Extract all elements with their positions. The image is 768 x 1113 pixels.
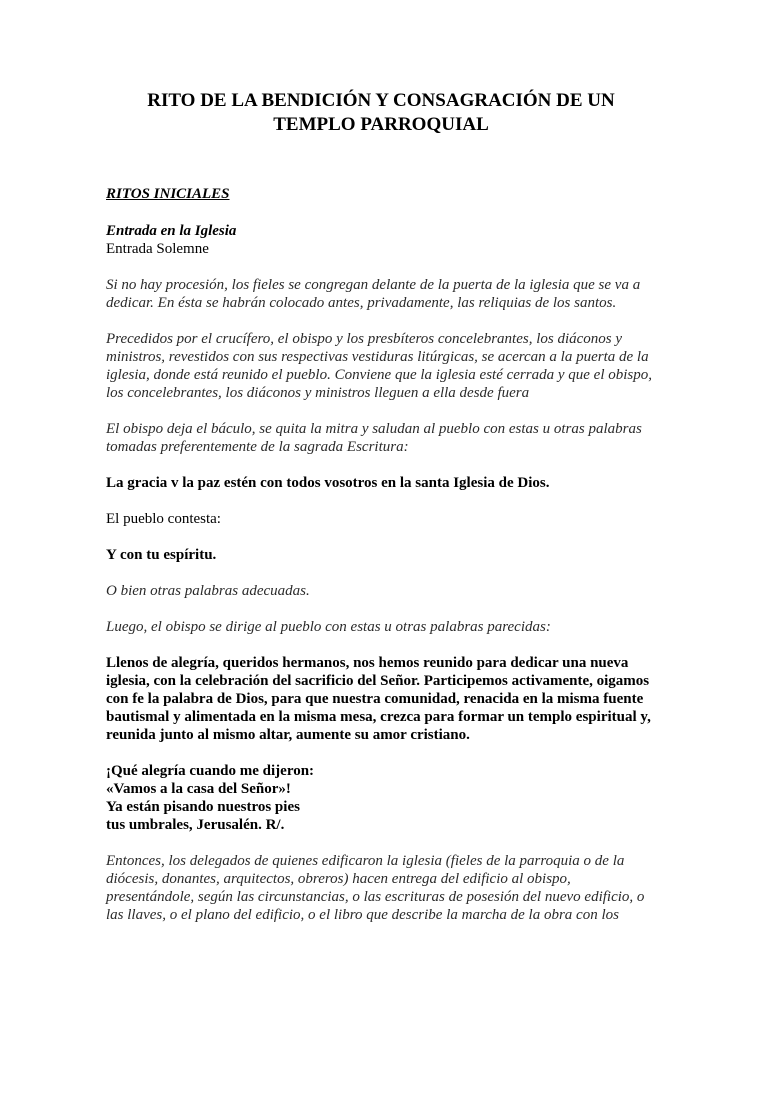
bishop-address-intro: Luego, el obispo se dirige al pueblo con estas u otras palabras parecidas: xyxy=(106,619,551,635)
text-line: ministros, revestidos con sus respectivas vestiduras litúrgicas, se acercan a la puerta de la xyxy=(106,349,649,365)
entrance-heading-block xyxy=(106,222,656,258)
text-line: «Vamos a la casa del Señor»! xyxy=(106,781,291,797)
psalm-verse xyxy=(106,762,656,834)
people-answer: Y con tu espíritu. xyxy=(106,547,217,563)
rubric-paragraph-last xyxy=(106,852,656,924)
title-line: RITO DE LA BENDICIÓN Y CONSAGRACIÓN DE UN xyxy=(147,90,615,111)
text-line: tomadas preferentemente de la sagrada Escritura: xyxy=(106,439,409,455)
text-line: bautismal y alimentada en la misma mesa, crezca para formar un templo espiritual y, xyxy=(106,709,651,725)
text-line: Precedidos por el crucífero, el obispo y los presbíteros concelebrantes, los diáconos y xyxy=(106,331,623,347)
text-line: Entonces, los delegados de quienes edificaron la iglesia (fieles de la parroquia o de la xyxy=(106,853,625,869)
text-line: iglesia, donde está reunido el pueblo. Conviene que la iglesia esté cerrada y que el obispo, xyxy=(106,367,652,383)
text-line: dedicar. En ésta se habrán colocado antes, privadamente, las reliquias de los santos. xyxy=(106,295,617,311)
text-line: diócesis, donantes, arquitectos, obreros) hacen entrega del edificio al obispo, xyxy=(106,871,571,887)
document-title xyxy=(106,89,656,137)
subheading: Entrada en la Iglesia xyxy=(106,223,237,239)
text-line: las llaves, o el plano del edificio, o el libro que describe la marcha de la obra con los xyxy=(106,907,619,923)
document-page xyxy=(0,89,768,1113)
section-heading: RITOS INICIALES xyxy=(106,186,230,202)
text-line: los concelebrantes, los diáconos y ministros lleguen a ella desde fuera xyxy=(106,385,530,401)
greeting-text: La gracia v la paz estén con todos vosotros en la santa Iglesia de Dios. xyxy=(106,475,550,491)
title-line: TEMPLO PARROQUIAL xyxy=(273,114,489,135)
text-line: iglesia, con la celebración del sacrificio del Señor. Participemos activamente, oigamos xyxy=(106,673,650,689)
alternative-words-note: O bien otras palabras adecuadas. xyxy=(106,583,310,599)
text-line: ¡Qué alegría cuando me dijeron: xyxy=(106,763,315,779)
text-line: Ya están pisando nuestros pies xyxy=(106,799,300,815)
subheading-note: Entrada Solemne xyxy=(106,241,209,257)
text-line: El obispo deja el báculo, se quita la mitra y saludan al pueblo con estas u otras palabras xyxy=(106,421,642,437)
text-line: presentándole, según las circunstancias, o las escrituras de posesión del nuevo edificio, o xyxy=(106,889,645,905)
rubric-paragraph-1 xyxy=(106,276,656,312)
text-line: Si no hay procesión, los fieles se congregan delante de la puerta de la iglesia que se va a xyxy=(106,277,641,293)
rubric-paragraph-2 xyxy=(106,330,656,402)
text-line: Llenos de alegría, queridos hermanos, nos hemos reunido para dedicar una nueva xyxy=(106,655,629,671)
text-line: tus umbrales, Jerusalén. R/. xyxy=(106,817,285,833)
rubric-paragraph-3 xyxy=(106,420,656,456)
text-line: con fe la palabra de Dios, para que nuestra comunidad, renacida en la misma fuente xyxy=(106,691,644,707)
text-line: reunida junto al mismo altar, aumente su amor cristiano. xyxy=(106,727,470,743)
bishop-address xyxy=(106,654,656,744)
people-answer-intro: El pueblo contesta: xyxy=(106,511,221,527)
